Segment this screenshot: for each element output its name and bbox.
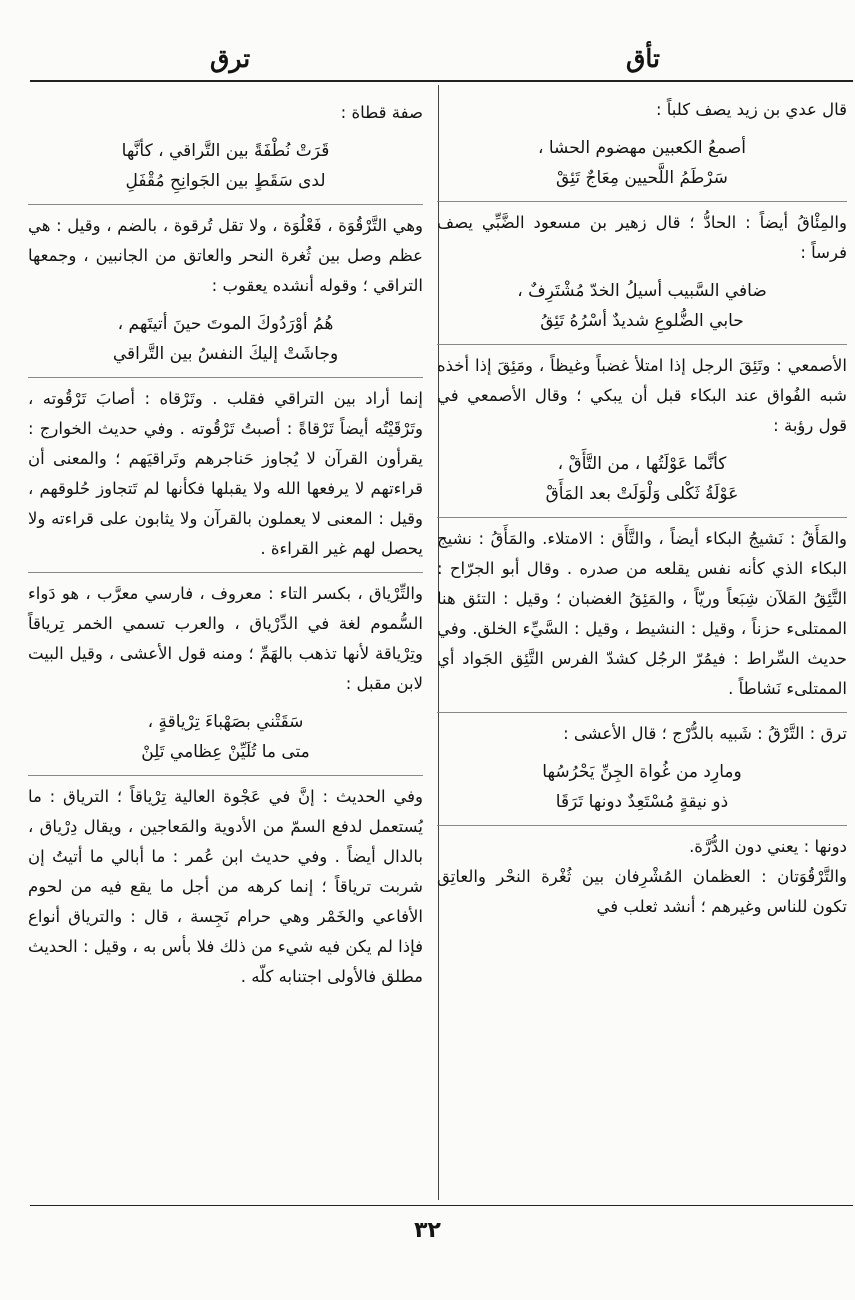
body-paragraph: إنما أراد بين التراقي فقلب . وتَرْقاه : أصابَ تَرْقُوته ، وتَرْقَيْتُه أيضاً تَرْقاةً : أصبتُ تَرْقُوته . وفي حديث الخوارج : يقرأون القرآن لا يُجاوز حَناجرهم وتَراقيَهم ؛ والمعنى أن قراءتهم لا يرفعها الله ولا يقبلها فكأنها لم تَتجاوز حُلوقهم ، وقيل : المعنى لا يعملون بالقرآن ولا يثابون على قراءته ولا يحصل لهم غير القراءة . bbox=[28, 389, 423, 558]
body-paragraph: الأصمعي : وتَئِقَ الرجل إذا امتلأ غضباً وغيظاً ، ومَئِقَ إذا أخذه شبه الفُواق عند البكاء قبل أن يبكي ؛ وقال الأصمعي في قول رؤبة : bbox=[437, 356, 847, 435]
verse-line: أصمعُ الكعبين مهضوم الحشا ، bbox=[537, 138, 747, 158]
poem-verse bbox=[437, 757, 847, 817]
verse-line: كأنَّما عَوْلَتُها ، من التَّأَقْ ، bbox=[557, 454, 727, 474]
verse-line: عَوْلَةُ ثَكْلى وَلْوَلَتْ بعد المَأَقْ bbox=[545, 484, 739, 504]
body-paragraph: والتَّرْقُوَتان : العظمان المُشْرِفان بين ثُغْرة النحْر والعاتِق تكون للناس وغيرهم ؛ أنشد ثعلب في bbox=[437, 867, 847, 916]
top-rule bbox=[30, 80, 853, 82]
verse-line: هُمُ أوْرَدُوكَ الموتَ حينَ أتيتَهم ، bbox=[117, 314, 334, 334]
poem-verse bbox=[28, 136, 423, 196]
verse-line: وجاشَتْ إليكَ النفسُ بين التَّراقي bbox=[112, 344, 339, 364]
page-header bbox=[0, 38, 855, 78]
verse-line: سَرْطَمُ اللَّحيين مِعَاجٌ تَئِقْ bbox=[556, 168, 728, 188]
poem-verse bbox=[28, 707, 423, 767]
body-paragraph: صفة قطاة : bbox=[340, 103, 423, 122]
verse-line: لدى سَقَطٍ بين الجَوانِحِ مُقْفَلِ bbox=[125, 171, 326, 191]
verse-line: ذو نيقةٍ مُسْتَعِدٌ دونها تَرَقَا bbox=[555, 792, 729, 812]
section-separator bbox=[28, 204, 423, 205]
left-column bbox=[28, 98, 423, 992]
poem-verse bbox=[28, 309, 423, 369]
verse-line: ضافي السَّبيب أسيلُ الخدّ مُشْتَرِفٌ ، bbox=[517, 281, 767, 301]
section-separator bbox=[437, 201, 847, 202]
section-separator bbox=[28, 377, 423, 378]
poem-verse bbox=[437, 449, 847, 509]
verse-line: سَقَتْني بصَهْباءَ تِرْياقةٍ ، bbox=[147, 712, 304, 732]
verse-line: ومارِد من غُواة الجِنِّ يَحْرُسُها bbox=[542, 762, 742, 782]
body-paragraph: وفي الحديث : إنَّ في عَجْوة العالية تِرْياقاً ؛ الترياق : ما يُستعمل لدفع السمّ من الأدوية والمَعاجين ، ويقال دِرْياق ، بالدال أيضاً . وفي حديث ابن عُمر : ما أبالي ما أتيتُ إن شربت ترياقاً ؛ إنما كرهه من أجل ما يقع فيه من لحوم الأفاعي والخَمْر وهي حرام نَجِسة ، قال : والترياق أنواع فإذا لم يكن فيه شيء من ذلك فلا بأس به ، وقيل : الحديث مطلق فالأولى اجتنابه كلّه . bbox=[28, 787, 423, 986]
bottom-rule bbox=[30, 1205, 853, 1206]
poem-verse bbox=[437, 276, 847, 336]
right-column bbox=[437, 95, 847, 922]
header-word-right: تأق bbox=[626, 44, 660, 73]
section-separator bbox=[437, 712, 847, 713]
poem-verse bbox=[437, 133, 847, 193]
section-separator bbox=[437, 344, 847, 345]
verse-line: حابي الضُّلوعِ شديدٌ أسْرُهُ تَئِقُ bbox=[540, 311, 744, 331]
body-paragraph: والتِّرْياق ، بكسر التاء : معروف ، فارسي معرَّب ، هو دَواء السُّموم لغة في الدِّرْياق ، والعرب تسمي الخمر تِرياقاً وتِرْياقة لأنها تذهب بالهَمِّ ؛ ومنه قول الأعشى ، وقيل البيت لابن مقبل : bbox=[28, 584, 423, 693]
page-number: ٣٢ bbox=[414, 1218, 441, 1243]
verse-line: متى ما تُلَيِّنْ عِظامي تَلِنْ bbox=[141, 742, 310, 762]
body-paragraph: والمِئْاقُ أيضاً : الحادُّ ؛ قال زهير بن مسعود الضَّبِّي يصف فرساً : bbox=[437, 213, 847, 262]
section-separator bbox=[437, 517, 847, 518]
section-separator bbox=[437, 825, 847, 826]
verse-line: قَرَتْ نُطْفَةً بين التَّراقي ، كأنَّها bbox=[121, 141, 330, 161]
section-separator bbox=[28, 572, 423, 573]
header-word-left: ترق bbox=[210, 44, 251, 73]
body-paragraph: وهي التَّرْقُوَة ، فَعْلُوَة ، ولا تقل تُرقوة ، بالضم ، وقيل : هي عظم وصل بين ثُغرة النحر والعاتق من الجانبين ، وجمعها التراقي ؛ وقوله أنشده يعقوب : bbox=[28, 216, 423, 295]
section-separator bbox=[28, 775, 423, 776]
body-paragraph: دونها : يعني دون الدُّرَّة. bbox=[689, 837, 847, 856]
body-paragraph: قال عدي بن زيد يصف كلباً : bbox=[655, 100, 847, 119]
body-paragraph: ترق : التَّرْقُ : شَبيه بالدُّرْج ؛ قال الأعشى : bbox=[563, 724, 847, 743]
body-paragraph: والمَأَقُ : نَشيجُ البكاء أيضاً ، والتَّأَق : الامتلاء. والمَأَقُ : نشيج البكاء الذي كأنه نفس يقلعه من صدره . وقال أبو الجرّاح : التَّئِقُ المَلآن شِبَعاً وريّاً ، والمَئِقُ الغضبان ؛ وقيل : التئق هنا الممتلىء حزناً ، وقيل : النشيط ، وقيل : السَّيِّء الخلق. وفي حديث السِّراط : فيمُرّ الرجُل كشدّ الفرس التَّئِق الجَواد أي الممتلىء نَشاطاً . bbox=[437, 529, 847, 698]
